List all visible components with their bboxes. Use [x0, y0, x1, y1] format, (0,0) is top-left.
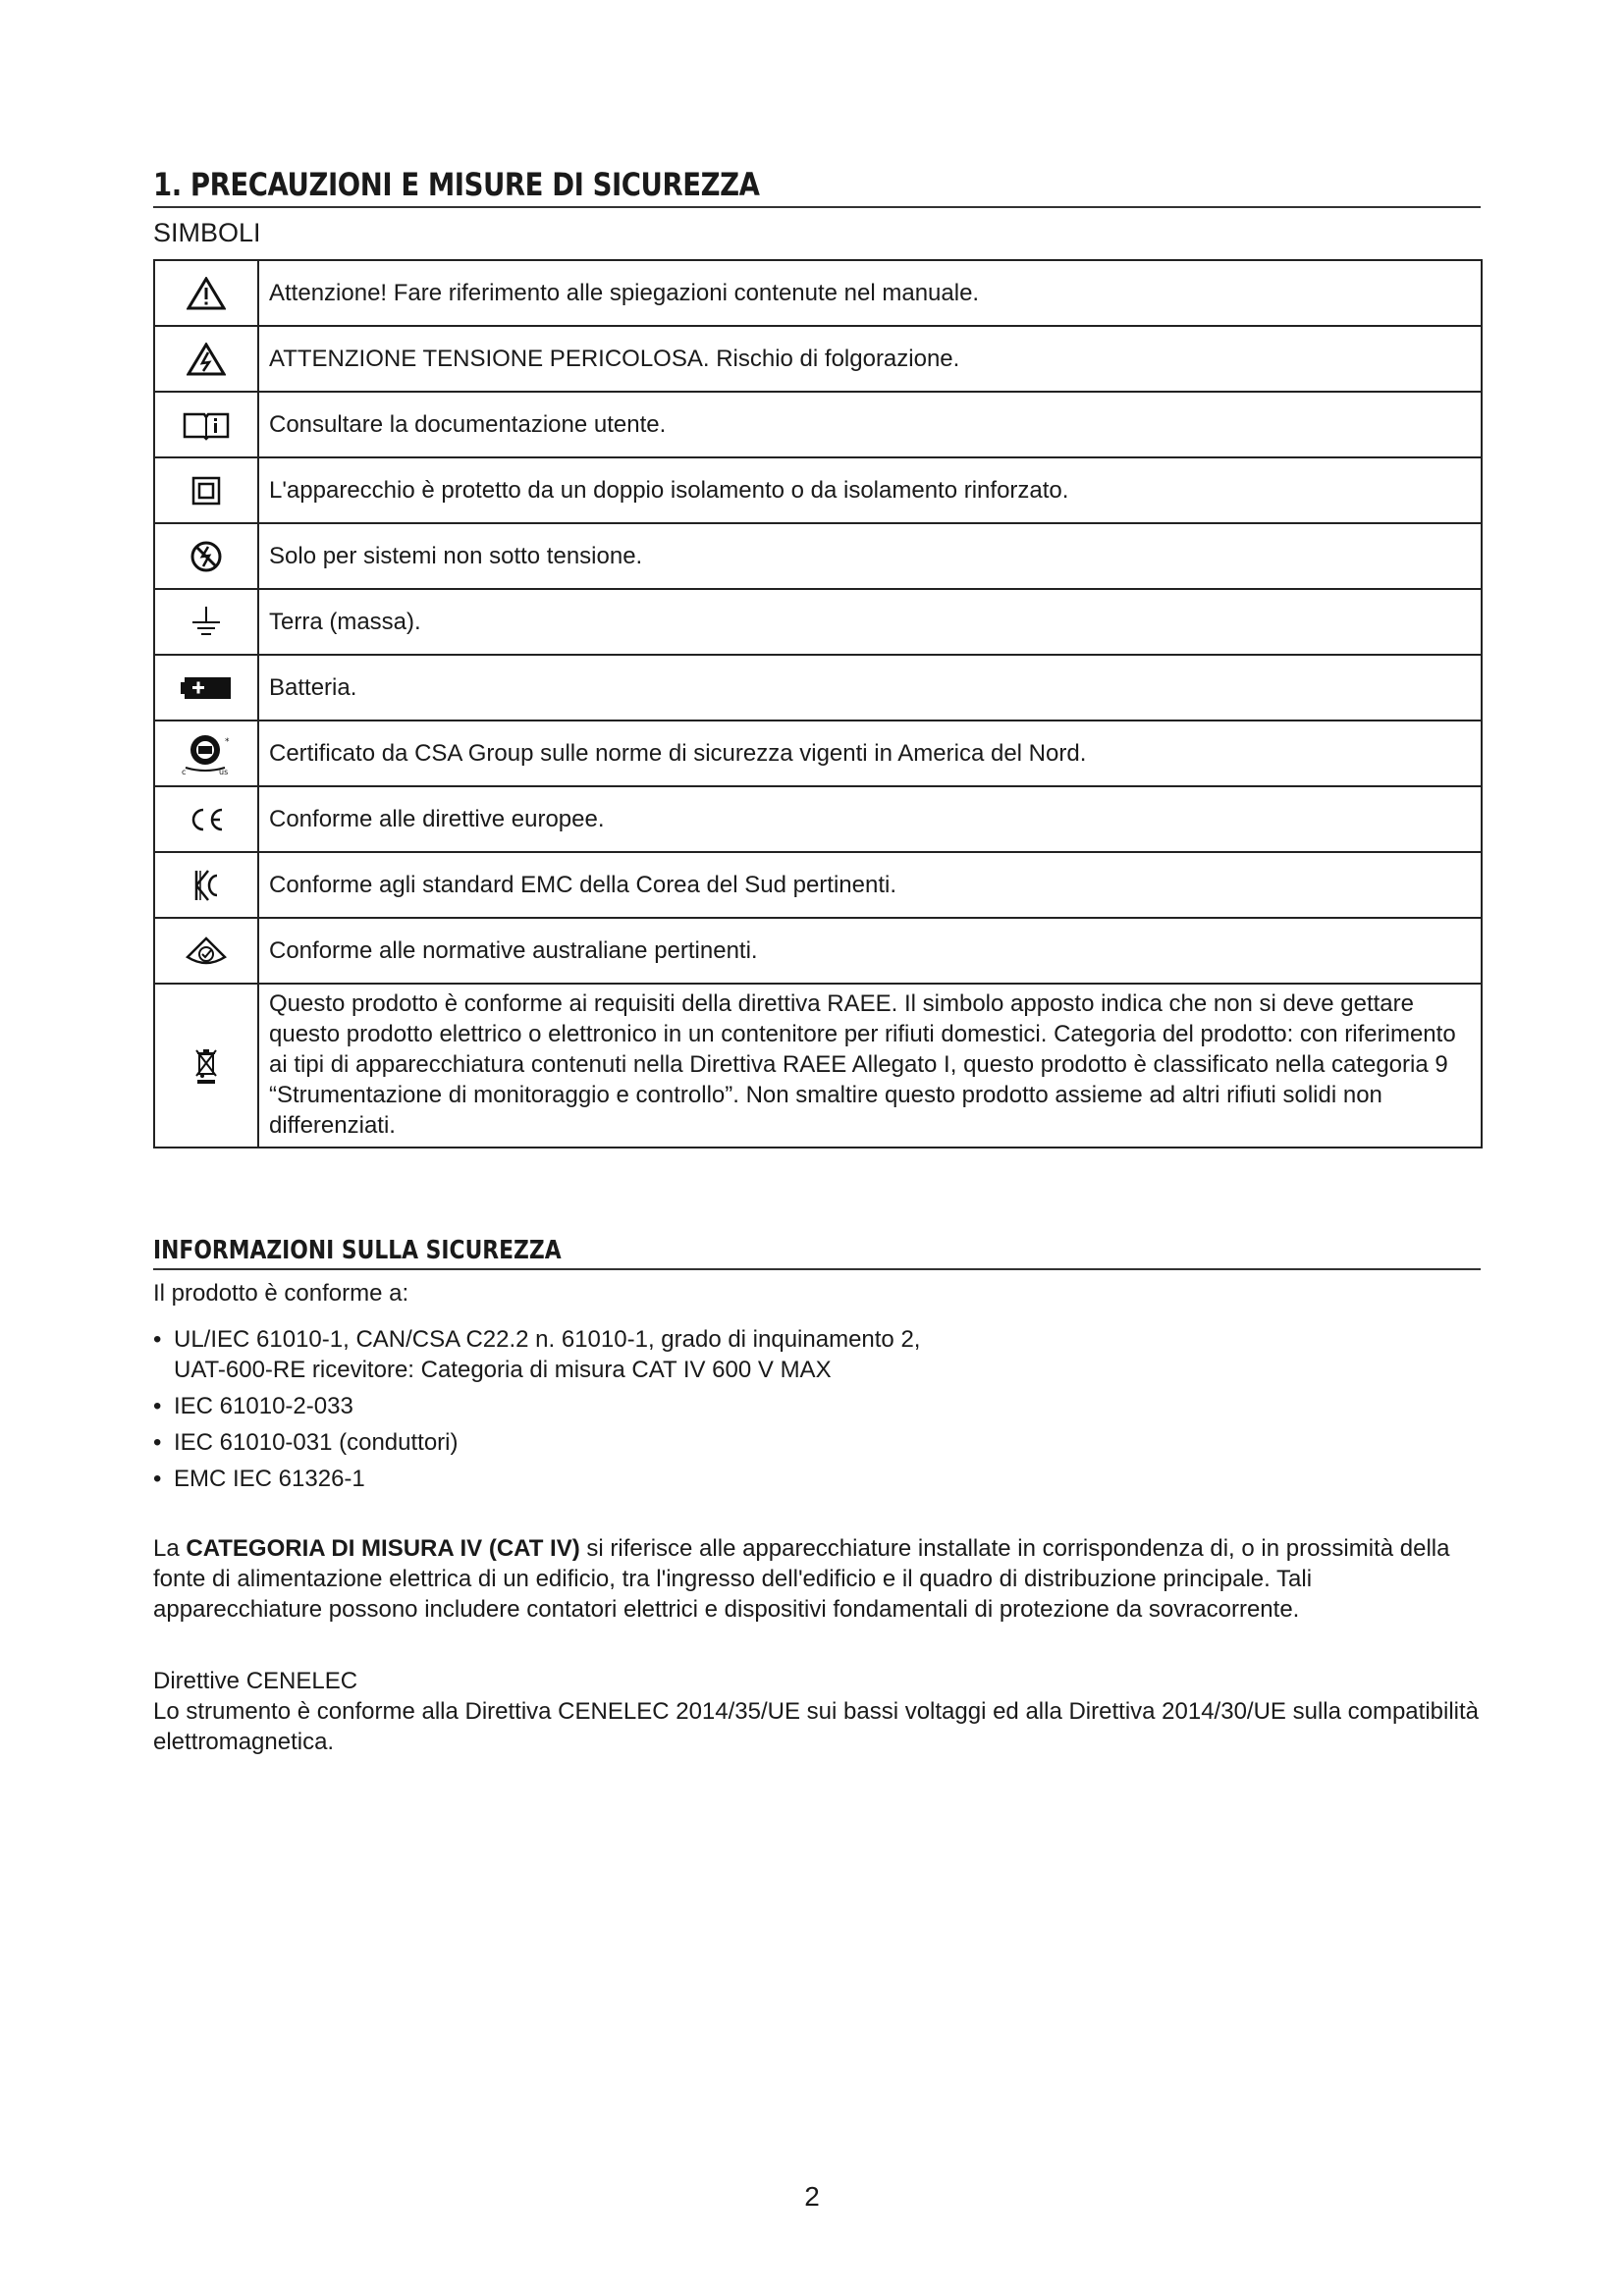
high-voltage-icon [187, 343, 226, 376]
safety-heading: INFORMAZIONI SULLA SICUREZZA [153, 1236, 562, 1265]
document-page [153, 165, 1481, 1757]
list-item [153, 1427, 1481, 1458]
symbol-description: Attenzione! Fare riferimento alle spiegazioni contenute nel manuale. [258, 260, 1482, 326]
cat-description: si riferisce alle apparecchiature installate in corrispondenza di, o in prossimità della fonte di alimentazione elettrica di un edificio, tra l'ingresso dell'edificio e il quadro di distribuzione principale. Tali apparecchiature possono includere contatori elettrici e dispositivi fondamentali di protezione da sovracorrente. [153, 1535, 1450, 1623]
svg-text:*: * [225, 736, 230, 747]
symbol-description: Questo prodotto è conforme ai requisiti della direttiva RAEE. Il simbolo apposto indica che non si deve gettare questo prodotto elettrico o elettronico in un contenitore per rifiuti domestici. Categoria del prodotto: con riferimento ai tipi di apparecchiatura contenuti nella Direttiva RAEE Allegato I, questo prodotto è classificato nella categoria 9 “Strumentazione di monitoraggio e controllo”. Non smaltire questo prodotto assieme ad altri rifiuti solidi non differenziati. [258, 984, 1482, 1148]
cenelec-heading: Direttive CENELEC [153, 1668, 358, 1694]
symbols-subheading: SIMBOLI [153, 218, 261, 247]
table-row [154, 326, 1482, 392]
table-row [154, 260, 1482, 326]
double-insulation-icon [190, 475, 222, 507]
cat-prefix: La [153, 1535, 187, 1562]
table-row [154, 852, 1482, 918]
heading-rule [153, 206, 1481, 208]
cat-iv-paragraph [153, 1533, 1481, 1625]
svg-text:c: c [182, 767, 187, 775]
kc-mark-icon [191, 868, 221, 903]
ground-icon [189, 605, 223, 640]
cenelec-text: Lo strumento è conforme alla Direttiva CENELEC 2014/35/UE sui bassi voltaggi ed alla Direttiva 2014/30/UE sulla compatibilità elettromagnetica. [153, 1698, 1480, 1755]
cat-iv-term: CATEGORIA DI MISURA IV (CAT IV) [186, 1535, 580, 1562]
symbol-description: Certificato da CSA Group sulle norme di sicurezza vigenti in America del Nord. [258, 721, 1482, 786]
table-row [154, 589, 1482, 655]
table-row [154, 457, 1482, 523]
weee-bin-icon [193, 1046, 219, 1086]
standards-list [153, 1324, 1481, 1494]
symbol-description: Terra (massa). [258, 589, 1482, 655]
symbol-description: Solo per sistemi non sotto tensione. [258, 523, 1482, 589]
symbol-description: ATTENZIONE TENSIONE PERICOLOSA. Rischio di folgorazione. [258, 326, 1482, 392]
ce-mark-icon [187, 806, 226, 833]
standard-line: IEC 61010-031 (conduttori) [174, 1429, 459, 1456]
standard-line: EMC IEC 61326-1 [174, 1466, 365, 1492]
rcm-mark-icon [185, 935, 228, 967]
no-live-voltage-icon [189, 540, 223, 573]
symbol-description: Conforme agli standard EMC della Corea del Sud pertinenti. [258, 852, 1482, 918]
safety-intro: Il prodotto è conforme a: [153, 1280, 409, 1307]
battery-icon [181, 676, 232, 700]
symbol-description: Conforme alle direttive europee. [258, 786, 1482, 852]
standard-line: UL/IEC 61010-1, CAN/CSA C22.2 n. 61010-1, grado di inquinamento 2, [174, 1326, 921, 1353]
table-row [154, 721, 1482, 786]
symbols-table [153, 259, 1483, 1148]
table-row [154, 984, 1482, 1148]
list-item [153, 1464, 1481, 1494]
section-heading: 1. PRECAUZIONI E MISURE DI SICUREZZA [153, 166, 760, 203]
symbol-description: Consultare la documentazione utente. [258, 392, 1482, 457]
standard-line: UAT-600-RE ricevitore: Categoria di misura CAT IV 600 V MAX [174, 1357, 832, 1383]
symbol-description: Batteria. [258, 655, 1482, 721]
table-row [154, 392, 1482, 457]
manual-info-icon [182, 409, 231, 441]
standard-line: IEC 61010-2-033 [174, 1393, 353, 1419]
list-item [153, 1324, 1481, 1385]
symbol-description: Conforme alle normative australiane pertinenti. [258, 918, 1482, 984]
safety-heading-rule [153, 1268, 1481, 1270]
table-row [154, 655, 1482, 721]
page-number: 2 [804, 2181, 820, 2212]
svg-text:us: us [219, 767, 229, 775]
table-row [154, 918, 1482, 984]
table-row [154, 786, 1482, 852]
warning-triangle-icon [187, 277, 226, 310]
csa-icon [180, 732, 233, 775]
list-item [153, 1391, 1481, 1421]
symbol-description: L'apparecchio è protetto da un doppio isolamento o da isolamento rinforzato. [258, 457, 1482, 523]
table-row [154, 523, 1482, 589]
